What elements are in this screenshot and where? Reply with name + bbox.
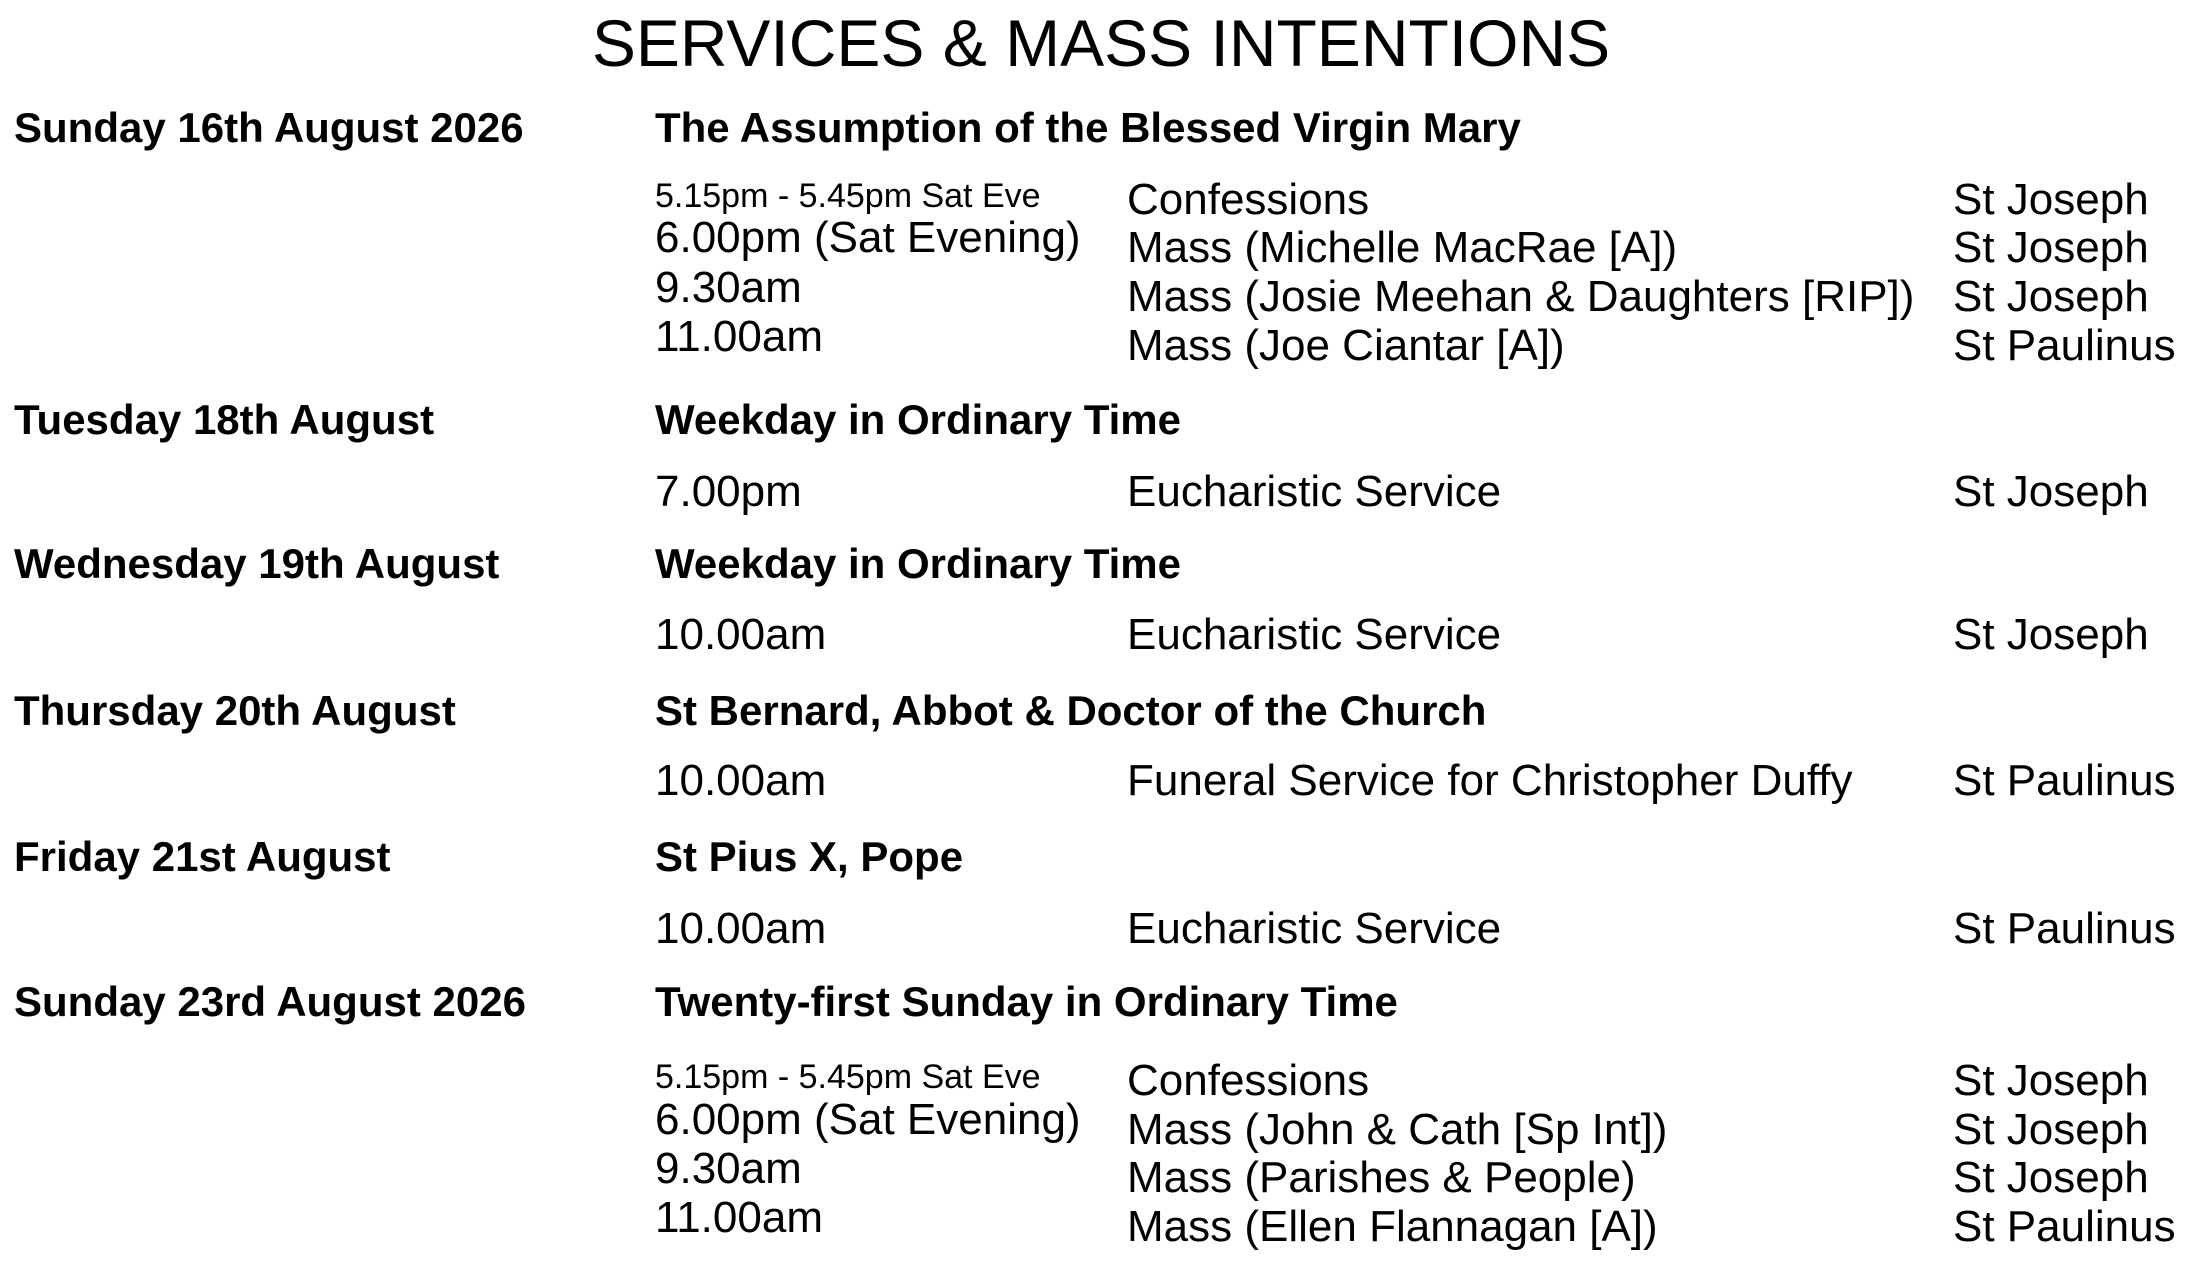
service-time: 9.30am	[655, 263, 802, 312]
day-date: Friday 21st August	[14, 833, 391, 880]
service-time: 11.00am	[655, 312, 823, 361]
service-description: Eucharistic Service	[1127, 467, 1502, 516]
day-date: Sunday 23rd August 2026	[14, 978, 526, 1025]
service-description: Eucharistic Service	[1127, 904, 1502, 953]
service-description: Eucharistic Service	[1127, 610, 1502, 659]
service-time: 10.00am	[655, 610, 827, 659]
service-description: Mass (Michelle MacRae [A])	[1127, 223, 1678, 272]
day-feast: Twenty-first Sunday in Ordinary Time	[655, 978, 1398, 1025]
service-church: St Joseph	[1953, 175, 2149, 224]
service-time: 6.00pm (Sat Evening)	[655, 1095, 1081, 1144]
service-description: Mass (Josie Meehan & Daughters [RIP])	[1127, 272, 1915, 321]
service-church: St Joseph	[1953, 272, 2149, 321]
day-date: Tuesday 18th August	[14, 396, 435, 443]
service-time: 6.00pm (Sat Evening)	[655, 213, 1081, 262]
service-church: St Joseph	[1953, 1056, 2149, 1105]
service-description: Confessions	[1127, 1056, 1370, 1105]
service-time: 7.00pm	[655, 467, 802, 516]
service-time: 5.15pm - 5.45pm Sat Eve	[655, 1058, 1041, 1096]
day-feast: Weekday in Ordinary Time	[655, 540, 1181, 587]
service-description: Mass (John & Cath [Sp Int])	[1127, 1105, 1668, 1154]
service-time: 11.00am	[655, 1193, 823, 1242]
page-title: SERVICES & MASS INTENTIONS	[591, 6, 1611, 80]
day-date: Thursday 20th August	[14, 687, 456, 734]
service-time: 5.15pm - 5.45pm Sat Eve	[655, 177, 1041, 215]
service-time: 10.00am	[655, 756, 827, 805]
service-church: St Joseph	[1953, 1105, 2149, 1154]
day-feast: The Assumption of the Blessed Virgin Mary	[655, 104, 1521, 151]
service-time: 10.00am	[655, 904, 827, 953]
service-description: Mass (Ellen Flannagan [A])	[1127, 1202, 1658, 1251]
service-church: St Joseph	[1953, 1153, 2149, 1202]
service-church: St Joseph	[1953, 610, 2149, 659]
service-church: St Paulinus	[1953, 321, 2176, 370]
service-church: St Joseph	[1953, 223, 2149, 272]
service-description: Funeral Service for Christopher Duffy	[1127, 756, 1853, 805]
day-date: Wednesday 19th August	[14, 540, 500, 587]
service-description: Mass (Joe Ciantar [A])	[1127, 321, 1565, 370]
service-description: Mass (Parishes & People)	[1127, 1153, 1636, 1202]
day-date: Sunday 16th August 2026	[14, 104, 524, 151]
service-church: St Paulinus	[1953, 1202, 2176, 1251]
service-church: St Joseph	[1953, 467, 2149, 516]
service-church: St Paulinus	[1953, 904, 2176, 953]
day-feast: St Pius X, Pope	[655, 833, 964, 880]
service-description: Confessions	[1127, 175, 1370, 224]
service-time: 9.30am	[655, 1144, 802, 1193]
day-feast: Weekday in Ordinary Time	[655, 396, 1181, 443]
day-feast: St Bernard, Abbot & Doctor of the Church	[655, 687, 1487, 734]
service-church: St Paulinus	[1953, 756, 2176, 805]
